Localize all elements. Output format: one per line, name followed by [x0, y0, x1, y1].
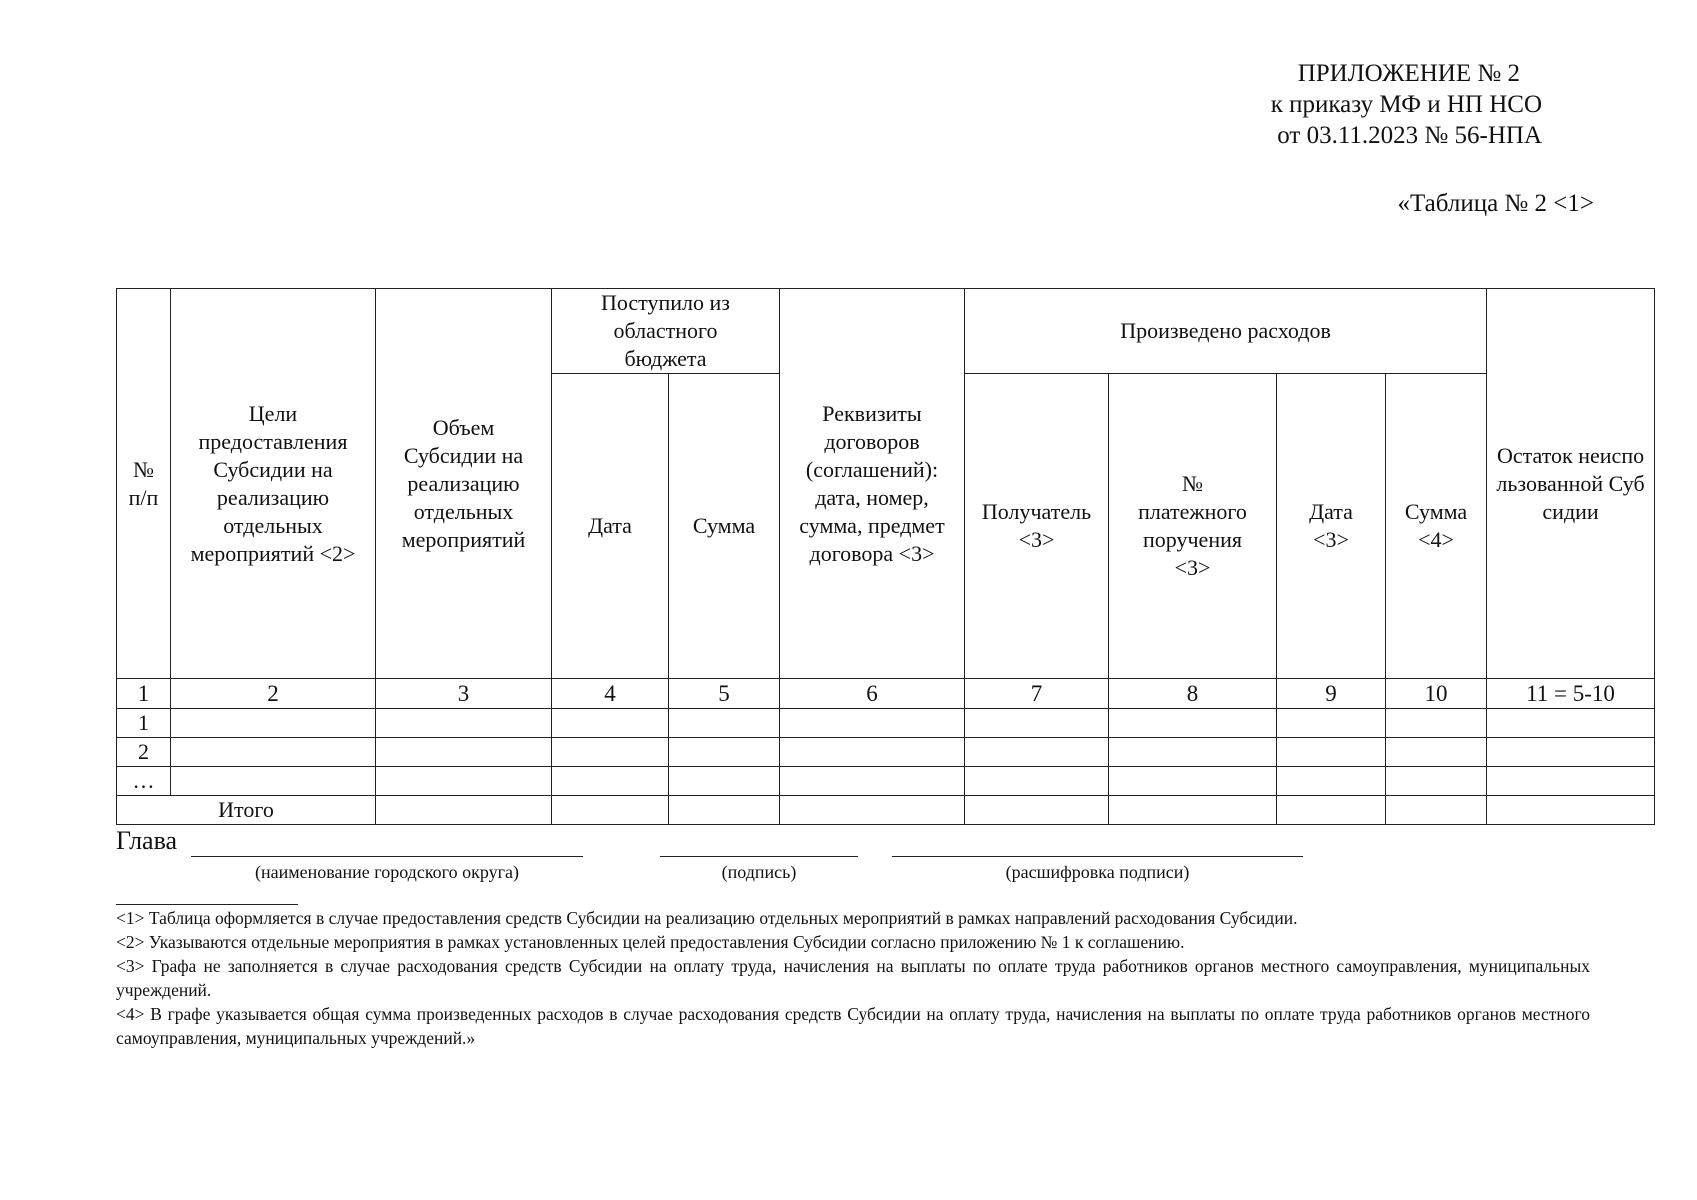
table-cell [1487, 738, 1655, 767]
table-cell [1386, 767, 1487, 796]
column-number: 10 [1386, 679, 1487, 709]
table-cell [552, 796, 669, 825]
column-number: 2 [171, 679, 376, 709]
header-received-date: Дата [552, 374, 669, 679]
column-number: 7 [965, 679, 1109, 709]
table-cell [1277, 767, 1386, 796]
signature-block [116, 826, 1416, 886]
order-reference: к приказу МФ и НП НСО [1270, 91, 1542, 118]
header-recipient [965, 374, 1109, 679]
header-received-sum: Сумма [669, 374, 780, 679]
column-number: 11 = 5-10 [1487, 679, 1655, 709]
table-cell [376, 796, 552, 825]
signature-line [660, 856, 858, 857]
table-cell [780, 796, 965, 825]
document-header [1271, 58, 1542, 151]
appendix-title: ПРИЛОЖЕНИЕ № 2 [1297, 60, 1520, 87]
column-number: 3 [376, 679, 552, 709]
header-received-text: Поступило из областного бюджета [600, 290, 730, 371]
table-cell [552, 767, 669, 796]
column-number: 4 [552, 679, 669, 709]
signature-decoding-caption: (расшифровка подписи) [1005, 862, 1190, 882]
footnotes [116, 906, 1590, 1050]
header-contracts-text: Реквизиты договоров (соглашений): дата, номер, сумма, предмет договора <3> [799, 400, 945, 566]
header-num [117, 289, 171, 679]
table-cell [780, 738, 965, 767]
table-cell [1277, 738, 1386, 767]
table-cell [1109, 767, 1277, 796]
table-cell [965, 767, 1109, 796]
district-name-line [191, 856, 583, 857]
table-cell [171, 767, 376, 796]
column-number: 1 [117, 679, 171, 709]
table-cell [965, 709, 1109, 738]
table-cell [1386, 796, 1487, 825]
table-cell [376, 767, 552, 796]
header-goals-text: Цели предоставления Субсидии на реализацию отдельных мероприятий <2> [190, 400, 356, 566]
table-cell [376, 709, 552, 738]
table-cell [1109, 709, 1277, 738]
table-cell [965, 738, 1109, 767]
table-cell [780, 709, 965, 738]
footnote-separator [116, 904, 298, 905]
table-cell [1386, 709, 1487, 738]
table-cell [965, 796, 1109, 825]
header-expense-date [1277, 374, 1386, 679]
row-number: … [117, 767, 171, 796]
column-number: 8 [1109, 679, 1277, 709]
header-remainder [1487, 289, 1655, 679]
table-cell [780, 767, 965, 796]
table-cell [669, 738, 780, 767]
header-received-group [552, 289, 780, 374]
table-cell [1109, 796, 1277, 825]
header-volume [376, 289, 552, 679]
table-cell [1109, 738, 1277, 767]
total-row [117, 796, 1655, 825]
column-number: 6 [780, 679, 965, 709]
header-remainder-text: Остаток неиспользованной Субсидии [1496, 442, 1645, 524]
table-cell [1487, 796, 1655, 825]
table-title: «Таблица № 2 <1> [1397, 190, 1594, 217]
table-cell [1386, 738, 1487, 767]
header-expense-sum-text: Сумма <4> [1404, 499, 1468, 552]
table-row [117, 709, 1655, 738]
header-expense-date-text: Дата <3> [1309, 499, 1353, 552]
signature-caption: (подпись) [721, 862, 797, 882]
footnote-3: <3> Графа не заполняется в случае расходования средств Субсидии на оплату труда, начисления на выплаты по оплате труда работников органов местного самоуправления, муниципальных учреждений. [116, 956, 1590, 1000]
table-cell [1487, 767, 1655, 796]
row-number: 2 [117, 738, 171, 767]
table-cell [171, 709, 376, 738]
table-cell [669, 767, 780, 796]
header-payment-order-text: № платежного поручения <3> [1138, 471, 1247, 580]
header-recipient-text: Получатель <3> [981, 499, 1092, 552]
table-row [117, 738, 1655, 767]
table-cell [552, 709, 669, 738]
table-cell [376, 738, 552, 767]
column-number: 9 [1277, 679, 1386, 709]
header-expense-sum [1386, 374, 1487, 679]
table-cell [1487, 709, 1655, 738]
signature-decoding-line [892, 856, 1303, 857]
order-date-number: от 03.11.2023 № 56-НПА [1277, 122, 1542, 149]
footnote-4: <4> В графе указывается общая сумма произведенных расходов в случае расходования средств Субсидии на оплату труда, начисления на выплаты по оплате труда работников органов местного самоуправления, муниципальных учреждений.» [116, 1004, 1590, 1048]
table-cell [669, 709, 780, 738]
table-cell [171, 738, 376, 767]
report-table [116, 288, 1655, 825]
table-cell [552, 738, 669, 767]
table-row [117, 767, 1655, 796]
column-numbering-row [117, 679, 1655, 709]
header-num-text: № п/п [128, 456, 159, 510]
header-expenses-text: Произведено расходов [1120, 318, 1331, 343]
header-expenses-group [965, 289, 1487, 374]
header-payment-order [1109, 374, 1277, 679]
signature-label: Глава [116, 826, 178, 855]
table-cell [669, 796, 780, 825]
table-cell [1277, 709, 1386, 738]
district-name-caption: (наименование городского округа) [255, 862, 519, 882]
header-volume-text: Объем Субсидии на реализацию отдельных мероприятий [401, 414, 526, 552]
footnote-1: <1> Таблица оформляется в случае предоставления средств Субсидии на реализацию отдельных мероприятий в рамках направлений расходования Субсидии. [116, 908, 1298, 928]
header-goals [171, 289, 376, 679]
table-cell [1277, 796, 1386, 825]
column-number: 5 [669, 679, 780, 709]
total-label: Итого [117, 796, 376, 825]
footnote-2: <2> Указываются отдельные мероприятия в рамках установленных целей предоставления Субсидии согласно приложению № 1 к соглашению. [116, 932, 1185, 952]
row-number: 1 [117, 709, 171, 738]
header-contracts [780, 289, 965, 679]
